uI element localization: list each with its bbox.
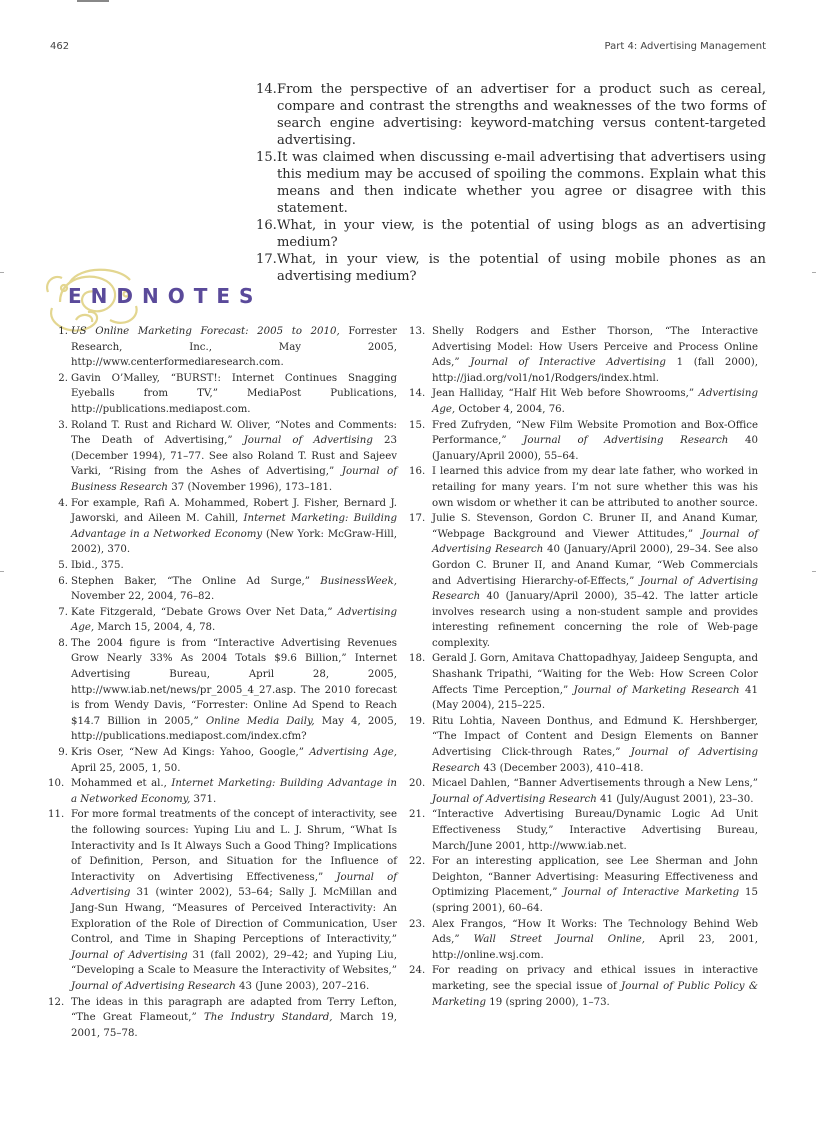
endnote-text-segment: For example, Rafi A. Mohammed, Robert J. Fisher, Bernard J. Jaworski, and Aileen M. Cahill,	[71, 497, 397, 525]
endnote-text-segment: Shelly Rodgers and Esther Thorson, “The Interactive Advertising Model: How Users Perceive and Process Online Ads,”	[432, 326, 758, 369]
endnote-text-segment: Fred Zufryden, “New Film Website Promotion and Box-Office Performance,”	[432, 419, 758, 447]
endnote-title-segment: BusinessWeek,	[320, 575, 397, 587]
endnote-text-segment: 40 (January/April 2000), 29–34. See also Gordon C. Bruner II, and Anand Kumar, “Web Commercials and Advertising Hierarchy-of-Effects,”	[432, 544, 759, 587]
endnote-title-segment: Journal of Business Research	[71, 466, 398, 493]
endnote-item	[52, 558, 397, 574]
question-text: It was claimed when discussing e-mail advertising that advertisers using this medium may be accused of spoiling the commons. Explain what this means and then indicate whether you agree or disagree with this statement.	[277, 150, 766, 216]
endnotes-column-right	[409, 324, 759, 1010]
endnote-item	[409, 963, 758, 1010]
endnote-title-segment: Journal of Public Policy & Marketing	[432, 980, 758, 1008]
endnote-number: 3.	[58, 419, 68, 431]
endnote-text-segment: 371.	[190, 793, 217, 805]
endnote-number: 7.	[58, 606, 68, 618]
endnote-item	[52, 324, 397, 371]
endnote-text-segment: The 2004 figure is from “Interactive Advertising Revenues Grow Nearly 33% As 2004 Totals $9.6 Billion,” Internet Advertising Bureau, April 28, 2005, http://www.iab.net/news/pr_2005_4_27.asp. The 2010 forecast is from Wendy Davis, “Forrester: Online Ad Spend to Reach $14.7 Billion in 2005,”	[71, 637, 397, 727]
endnote-item	[52, 418, 397, 496]
endnote-text-segment: For an interesting application, see Lee Sherman and John Deighton, “Banner Advertising: Measuring Effectiveness and Optimizing Placement,”	[432, 856, 758, 899]
endnote-item	[409, 776, 758, 807]
endnote-text-segment: Ibid., 375.	[71, 559, 124, 571]
endnote-title-segment: The Industry Standard,	[204, 1012, 333, 1024]
endnote-item	[52, 496, 397, 558]
question-item	[256, 81, 766, 149]
endnote-number: 22.	[409, 856, 426, 868]
endnote-text-segment: Jean Halliday, “Half Hit Web before Showrooms,”	[432, 388, 699, 400]
endnote-item	[409, 714, 758, 776]
endnote-title-segment: Journal of Advertising Research	[71, 980, 236, 992]
endnote-item	[52, 745, 397, 776]
endnote-text-segment: Kris Oser, “New Ad Kings: Yahoo, Google,”	[71, 747, 310, 759]
endnote-item	[409, 854, 759, 916]
endnote-text	[432, 418, 758, 465]
endnote-number: 15.	[409, 419, 426, 431]
endnote-text	[71, 324, 397, 371]
crop-mark	[0, 272, 4, 273]
question-number: 16.	[256, 218, 277, 233]
crop-mark	[812, 272, 816, 273]
endnotes-title: ENDNOTES	[68, 284, 263, 308]
crop-mark	[0, 571, 4, 572]
endnote-text	[71, 574, 397, 605]
endnote-text-segment: 37 (November 1996), 173–181.	[168, 481, 333, 493]
endnote-text	[432, 464, 758, 511]
endnote-number: 23.	[409, 918, 426, 930]
endnote-text-segment: Ritu Lohtia, Naveen Donthus, and Edmund K. Hershberger, “The Impact of Content and Design Elements on Banner Advertising Click-through Rates,”	[432, 715, 758, 759]
endnote-text	[432, 324, 758, 386]
endnote-number: 6.	[58, 575, 68, 587]
endnote-text	[71, 418, 397, 496]
endnote-item	[52, 636, 397, 745]
top-rule	[77, 0, 109, 2]
endnote-text	[432, 511, 758, 651]
endnote-item	[52, 371, 397, 418]
endnote-title-segment: US Online Marketing Forecast: 2005 to 2010,	[71, 326, 340, 337]
question-item	[256, 149, 766, 217]
endnote-text-segment: April 23, 2001, http://online.wsj.com.	[432, 934, 758, 961]
endnote-text	[432, 854, 758, 916]
endnote-text-segment: Gerald J. Gorn, Amitava Chattopadhyay, Jaideep Sengupta, and Shashank Tripathi, “Waiting for the Web: How Screen Color Affects Time Perception,”	[432, 653, 758, 696]
question-text: From the perspective of an advertiser for a product such as cereal, compare and contrast the strengths and weaknesses of the two forms of search engine advertising: keyword-matching versus content-targeted advertising.	[277, 82, 766, 148]
crop-mark	[812, 571, 816, 572]
endnote-title-segment: Journal of Advertising	[71, 871, 397, 899]
endnote-item	[48, 995, 397, 1042]
endnote-title-segment: Journal of Advertising Research	[432, 793, 597, 805]
endnote-item	[409, 464, 758, 511]
endnote-text-segment: 41 (May 2004), 215–225.	[432, 684, 758, 712]
endnote-text-segment: Roland T. Rust and Richard W. Oliver, “Notes and Comments: The Death of Advertising,”	[71, 419, 397, 447]
endnote-title-segment: Journal of Interactive Advertising	[470, 357, 666, 369]
endnote-text-segment: 31 (fall 2002), 29–42; and Yuping Liu, “Developing a Scale to Measure the Interactivity of Websites,”	[71, 949, 397, 977]
endnote-number: 4.	[58, 497, 68, 509]
endnote-text-segment: Mohammed et al.,	[71, 778, 172, 790]
endnote-number: 9.	[58, 747, 68, 759]
endnote-text-segment: 19 (spring 2000), 1–73.	[486, 996, 610, 1008]
endnote-number: 14.	[409, 388, 426, 400]
endnote-text-segment: “Interactive Advertising Bureau/Dynamic Logic Ad Unit Effectiveness Study,” Interactive Advertising Bureau, March/June 2001, http://www.iab.net.	[432, 809, 758, 852]
endnote-text	[71, 636, 397, 745]
endnote-text-segment: May 4, 2005, http://publications.mediapost.com/index.cfm?	[71, 715, 397, 743]
endnote-number: 5.	[58, 559, 68, 571]
endnote-item	[48, 807, 397, 994]
endnote-number: 10.	[48, 778, 65, 790]
endnote-title-segment: Journal of Advertising	[71, 949, 188, 961]
endnote-title-segment: Journal of Advertising Research	[432, 528, 759, 556]
endnote-number: 12.	[48, 996, 65, 1008]
endnote-text-segment: 43 (June 2003), 207–216.	[235, 980, 370, 992]
endnote-text-segment: I learned this advice from my dear late father, who worked in retailing for many years. I’m not sure whether this was his own wisdom or whether it can be attributed to another source.	[432, 466, 758, 509]
endnote-text-segment: Julie S. Stevenson, Gordon C. Bruner II, and Anand Kumar, “Webpage Background and Viewer Attitudes,”	[432, 513, 758, 540]
endnote-text-segment: Alex Frangos, “How It Works: The Technology Behind Web Ads,”	[432, 918, 758, 946]
endnote-title-segment: Internet Marketing: Building Advantage in a Networked Economy	[71, 513, 398, 540]
endnote-text-segment: 41 (July/August 2001), 23–30.	[596, 793, 754, 805]
endnote-item	[48, 776, 397, 807]
endnote-text-segment: Stephen Baker, “The Online Ad Surge,”	[71, 575, 321, 587]
question-number: 17.	[256, 252, 277, 267]
endnote-number: 11.	[48, 809, 65, 821]
endnote-item	[409, 651, 758, 713]
question-text: What, in your view, is the potential of using blogs as an advertising medium?	[277, 218, 766, 250]
endnote-item	[409, 511, 759, 651]
endnote-text-segment: Forrester Research, Inc., May 2005, http://www.centerformediaresearch.com.	[71, 326, 398, 369]
running-header	[50, 41, 766, 55]
endnote-text-segment: 40 (January/April 2000), 35–42. The latter article involves research using a non-student sample and provides interesting refinement concerning the role of Web-page complexity.	[432, 591, 758, 649]
endnote-title-segment: Online Media Daily,	[205, 715, 315, 727]
endnote-text-segment: Gavin O’Malley, “BURST!: Internet Continues Snagging Eyeballs from TV,” MediaPost Publications, http://publications.mediapost.com.	[71, 372, 397, 415]
endnote-title-segment: Journal of Advertising Research	[523, 435, 729, 447]
endnote-text	[432, 807, 758, 854]
endnote-text	[71, 558, 397, 574]
question-item	[256, 217, 766, 251]
endnote-number: 2.	[58, 372, 68, 384]
endnote-text-segment: 23 (December 1994), 71–77. See also Roland T. Rust and Sajeev Varki, “Rising from the Ashes of Advertising,”	[71, 435, 397, 478]
question-number: 14.	[256, 82, 277, 97]
endnote-text-segment: 40 (January/April 2000), 55–64.	[432, 435, 759, 462]
endnotes-column-left	[48, 324, 398, 1041]
endnote-number: 1.	[58, 326, 68, 337]
endnote-item	[52, 574, 397, 605]
endnote-item	[409, 324, 758, 386]
endnote-text-segment: March 19, 2001, 75–78.	[71, 1012, 397, 1039]
endnote-item	[52, 605, 397, 636]
endnote-title-segment: Advertising Age,	[71, 606, 397, 634]
endnote-text	[71, 776, 397, 807]
question-number: 15.	[256, 150, 277, 165]
endnote-text	[432, 917, 758, 964]
endnote-text-segment: Micael Dahlen, “Banner Advertisements through a New Lens,”	[432, 778, 758, 790]
endnote-text	[432, 386, 758, 417]
page-number: 462	[50, 41, 70, 52]
endnote-text	[71, 807, 397, 994]
endnote-text-segment: March 15, 2004, 4, 78.	[94, 622, 216, 634]
endnote-title-segment: Internet Marketing: Building Advantage in a Networked Economy,	[71, 778, 397, 805]
endnote-text-segment: For reading on privacy and ethical issues in interactive marketing, see the special issue of	[432, 965, 758, 992]
endnote-number: 17.	[409, 513, 426, 525]
endnote-number: 13.	[409, 326, 426, 337]
endnote-text-segment: April 25, 2005, 1, 50.	[71, 762, 181, 774]
endnote-text	[71, 995, 397, 1042]
endnote-text-segment: October 4, 2004, 76.	[455, 403, 565, 415]
part-title: Part 4: Advertising Management	[604, 41, 766, 52]
endnote-item	[409, 418, 759, 465]
endnote-item	[409, 807, 758, 854]
question-text: What, in your view, is the potential of using mobile phones as an advertising medium?	[277, 252, 766, 284]
endnote-number: 18.	[409, 653, 426, 665]
endnote-text-segment: 43 (December 2003), 410–418.	[480, 762, 644, 774]
endnote-title-segment: Journal of Advertising Research	[432, 575, 758, 603]
endnote-text-segment: Kate Fitzgerald, “Debate Grows Over Net Data,”	[71, 606, 338, 618]
endnote-title-segment: Advertising Age,	[432, 388, 758, 415]
endnote-text	[71, 496, 397, 558]
endnote-text	[71, 745, 397, 776]
endnote-title-segment: Journal of Marketing Research	[573, 684, 740, 696]
endnote-text-segment: The ideas in this paragraph are adapted from Terry Lefton, “The Great Flameout,”	[71, 996, 397, 1024]
endnote-title-segment: Journal of Advertising Research	[432, 747, 758, 774]
endnote-number: 8.	[58, 637, 68, 649]
endnote-item	[409, 386, 758, 417]
question-item	[256, 251, 766, 285]
endnote-title-segment: Journal of Interactive Marketing	[563, 887, 740, 899]
endnote-title-segment: Journal of Advertising	[243, 435, 373, 447]
endnote-text-segment: 1 (fall 2000), http://jiad.org/vol1/no1/Rodgers/index.html.	[432, 357, 758, 384]
endnote-text-segment: November 22, 2004, 76–82.	[71, 591, 215, 603]
endnote-text	[432, 651, 758, 713]
endnote-text-segment: 15 (spring 2001), 60–64.	[432, 887, 759, 914]
endnote-number: 16.	[409, 466, 426, 478]
endnote-text	[432, 963, 758, 1010]
endnote-text-segment: 31 (winter 2002), 53–64; Sally J. McMillan and Jang-Sun Hwang, “Measures of Perceived Interactivity: An Exploration of the Role of Direction of Communication, User Control, and Time in Shaping Perceptions of Interactivity,”	[71, 887, 397, 946]
endnote-text	[71, 371, 397, 418]
endnote-title-segment: Wall Street Journal Online,	[473, 934, 646, 946]
endnote-text	[71, 605, 397, 636]
endnote-number: 20.	[409, 778, 426, 790]
endnote-number: 24.	[409, 965, 426, 977]
endnote-text	[432, 714, 758, 776]
review-questions	[256, 81, 766, 285]
endnote-number: 19.	[409, 715, 426, 727]
endnote-text-segment: (New York: McGraw-Hill, 2002), 370.	[71, 528, 398, 556]
endnote-text	[432, 776, 758, 807]
endnote-title-segment: Advertising Age,	[309, 747, 398, 759]
endnote-text-segment: For more formal treatments of the concept of interactivity, see the following sources: Yuping Liu and L. J. Shrum, “What Is Interactivity and Is It Always Such a Good Thing? Implications of Definition, Person, and Situation for the Influence of Interactivity on Advertising Effectiveness,”	[71, 809, 397, 883]
endnote-number: 21.	[409, 809, 426, 821]
endnote-item	[409, 917, 758, 964]
